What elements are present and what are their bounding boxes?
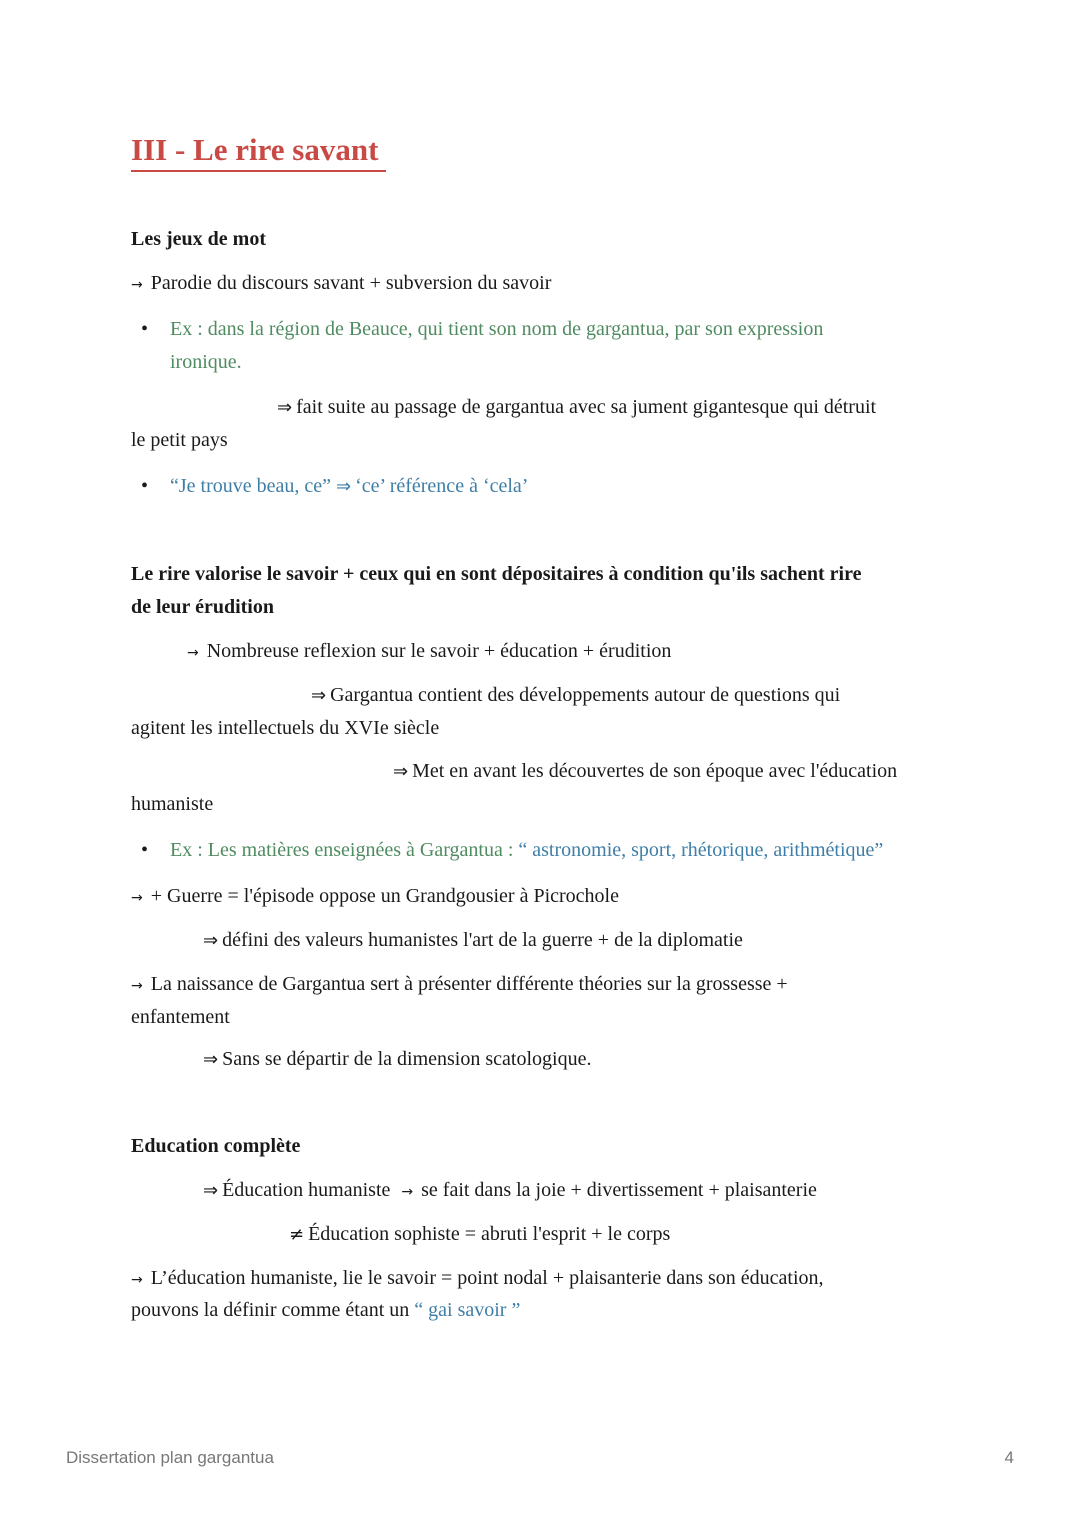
bullet-icon: • [141,839,149,861]
valorise-implies-2-text: Met en avant les découvertes de son époque avec l'éducation [412,760,898,782]
arrow-icon: → [131,978,143,994]
jeux-arrow-line [131,267,551,302]
jeux-bullet-2-text [170,470,528,503]
valorise-arrow-2 [131,880,619,915]
education-arrow-text: L’éducation humaniste, lie le savoir = point nodal + plaisanterie dans son éducation, [150,1267,824,1289]
implies-icon: ⇒ [203,1180,219,1201]
valorise-implies-1-line-2: agitent les intellectuels du XVIe siècle [131,717,440,739]
education-implies-1-a: Éducation humaniste [222,1179,391,1201]
education-arrow-line-2-a: pouvons la définir comme étant un [131,1299,415,1321]
jeux-bullet-1-line-1: Ex : dans la région de Beauce, qui tient son nom de gargantua, par son expression [170,318,824,340]
jeux-implies-text-1: fait suite au passage de gargantua avec sa jument gigantesque qui détruit [296,396,877,418]
valorise-arrow-1-text: Nombreuse reflexion sur le savoir + éducation + érudition [206,640,672,662]
valorise-arrow-3-text: La naissance de Gargantua sert à présenter différente théories sur la grossesse + [150,973,788,995]
valorise-implies-1-line-1 [311,679,840,712]
arrow-icon: → [187,645,199,661]
valorise-implies-3-text: défini des valeurs humanistes l'art de la guerre + de la diplomatie [222,929,743,951]
bullet-icon: • [141,475,149,497]
footer-page-number: 4 [1004,1448,1014,1467]
education-gai-savoir: “ gai savoir ” [414,1299,521,1321]
education-implies-1-b: se fait dans la joie + divertissement + plaisanterie [421,1179,817,1201]
implies-icon: ⇒ [203,1049,219,1070]
valorise-implies-2-line-2: humaniste [131,793,214,815]
implies-icon: ⇒ [311,685,327,706]
jeux-implies-line-2: le petit pays [131,429,228,451]
valorise-bullet-ex-label: Ex : Les matières enseignées à Gargantua : [170,839,519,861]
valorise-implies-2-line-1 [393,755,897,788]
implies-icon: ⇒ [277,397,293,418]
arrow-icon: → [401,1184,414,1200]
not-equal-icon: ≠ [289,1224,305,1245]
valorise-arrow-3-line-2: enfantement [131,1006,230,1028]
education-arrow-line-1 [131,1262,824,1297]
bullet-icon: • [141,318,149,340]
valorise-implies-1-text: Gargantua contient des développements autour de questions qui [330,684,841,706]
valorise-implies-3 [203,924,743,957]
jeux-bullet-1-line-2: ironique. [170,351,242,373]
implies-icon: ⇒ [203,930,219,951]
education-neq-text: Éducation sophiste = abruti l'esprit + le corps [308,1223,671,1245]
section-title: III - Le rire savant [131,130,386,172]
valorise-arrow-1 [187,635,671,670]
valorise-bullet-ex-text [170,834,883,867]
jeux-heading: Les jeux de mot [131,228,266,250]
arrow-icon: → [131,277,143,293]
education-arrow-line-2 [131,1294,520,1327]
jeux-bullet-2-quote: “Je trouve beau, ce” [170,475,332,497]
footer-document-title: Dissertation plan gargantua [66,1448,274,1467]
education-neq-line [289,1218,670,1251]
valorise-implies-4 [203,1043,591,1076]
arrow-icon: → [131,890,143,906]
valorise-arrow-2-text: + Guerre = l'épisode oppose un Grandgousier à Picrochole [150,885,619,907]
education-implies-1 [203,1174,817,1209]
arrow-icon: → [131,1272,143,1288]
jeux-arrow-text: Parodie du discours savant + subversion du savoir [150,272,552,294]
valorise-heading-line-2: de leur érudition [131,596,274,618]
implies-icon: ⇒ [336,476,352,497]
valorise-heading-line-1: Le rire valorise le savoir + ceux qui en sont dépositaires à condition qu'ils sachent rire [131,563,862,585]
valorise-arrow-3-line-1 [131,968,788,1003]
implies-icon: ⇒ [393,761,409,782]
valorise-implies-4-text: Sans se départir de la dimension scatologique. [222,1048,592,1070]
education-heading: Education complète [131,1135,301,1157]
valorise-bullet-ex-quote: “ astronomie, sport, rhétorique, arithmétique” [518,839,884,861]
jeux-bullet-2-ref: ‘ce’ référence à ‘cela’ [355,475,529,497]
jeux-implies-line-1 [277,391,876,424]
